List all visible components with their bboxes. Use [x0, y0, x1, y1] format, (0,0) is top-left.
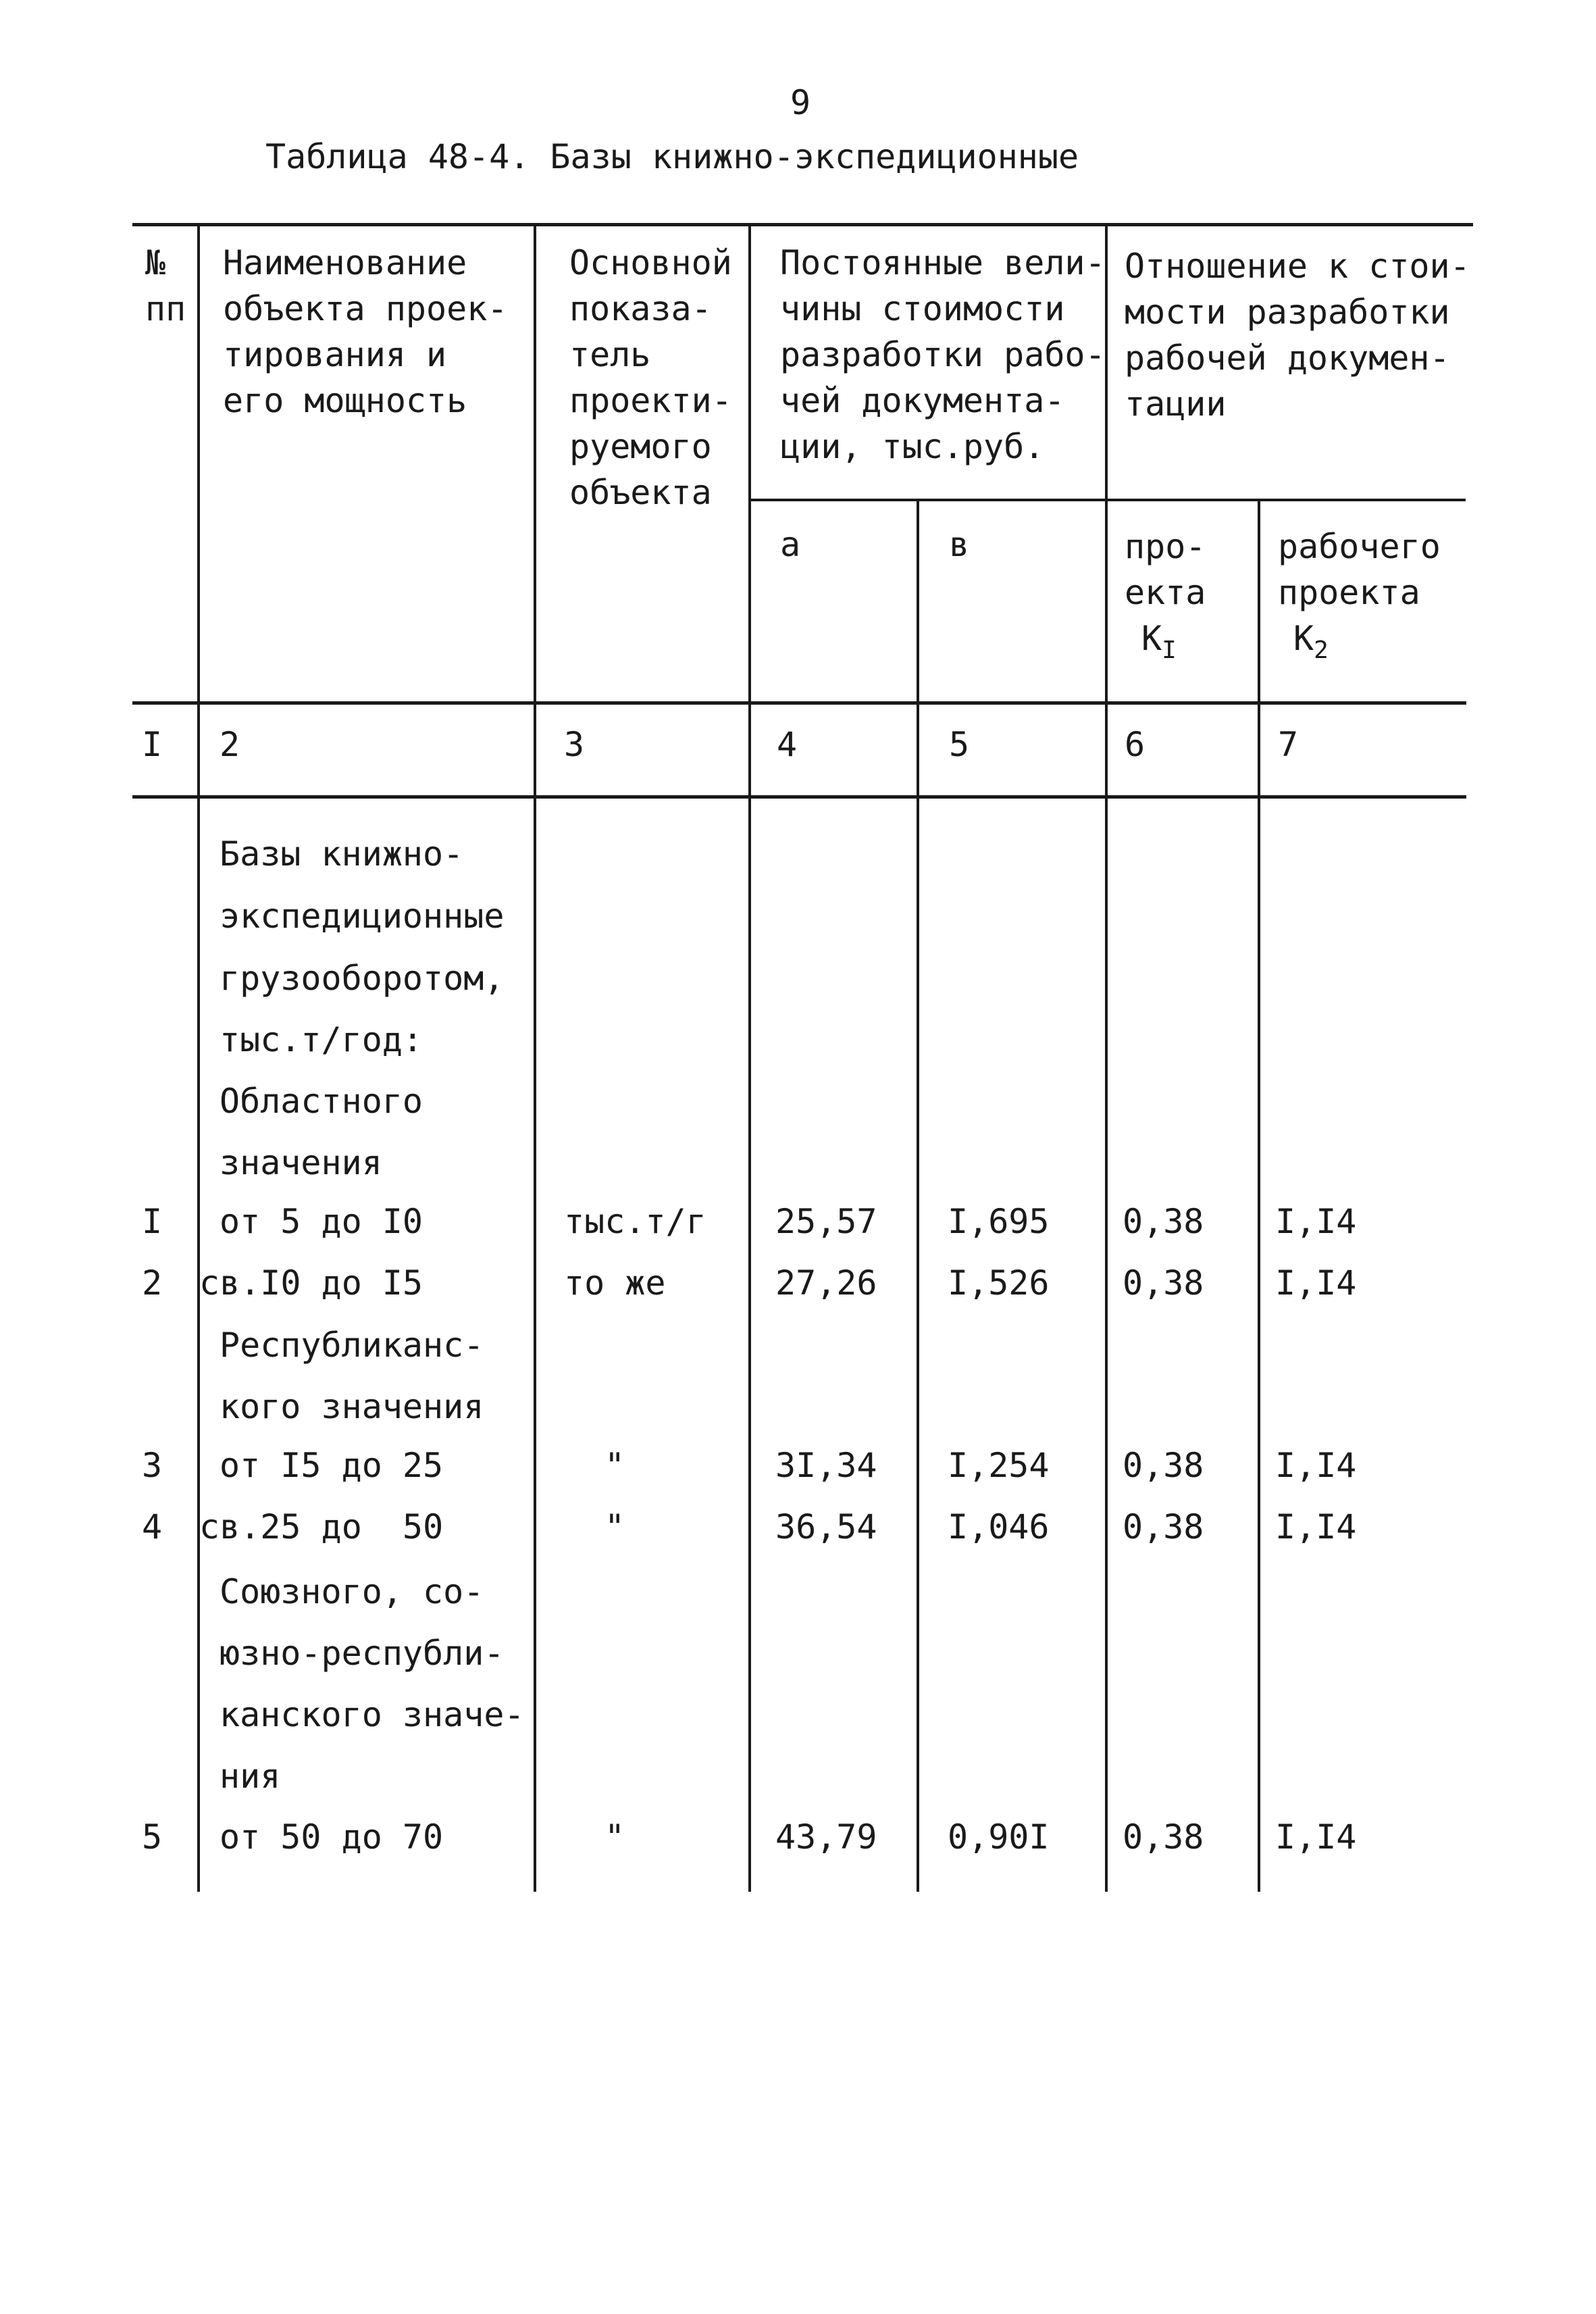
col-number: I: [142, 725, 163, 764]
row-unit: ": [604, 1817, 625, 1857]
header-num-line: пп: [145, 289, 186, 328]
group-title-line: ния: [220, 1757, 281, 1796]
header-constants-line: чей документа-: [780, 381, 1065, 420]
row-k1: 0,38: [1123, 1446, 1204, 1485]
subheader-k2-line: проекта: [1278, 573, 1420, 612]
header-indicator-line: Основной: [569, 243, 732, 282]
row-k2: I,I4: [1275, 1263, 1357, 1303]
row-num: 2: [142, 1263, 163, 1303]
row-num: I: [142, 1202, 163, 1241]
rule-header-bottom: [132, 701, 1466, 705]
subheader-k1-line: про-: [1125, 527, 1206, 566]
rule-top: [132, 223, 1473, 226]
row-unit: тыс.т/г: [564, 1202, 706, 1241]
header-constants-line: Постоянные вели-: [780, 243, 1106, 282]
header-constants-line: чины стоимости: [780, 289, 1065, 328]
header-name-line: Наименование: [223, 243, 467, 282]
col-number: 5: [949, 725, 970, 764]
group-title-line: Союзного, со-: [220, 1572, 484, 1611]
subheader-k2-symbol: [1293, 615, 1329, 674]
rule-colnums-bottom: [132, 795, 1466, 799]
table-title: Таблица 48-4. Базы книжно-экспедиционные: [265, 137, 1079, 176]
subheader-b: в: [949, 525, 970, 564]
row-name: св.25 до 50: [199, 1507, 444, 1546]
subheader-k2-line: рабочего: [1278, 527, 1441, 566]
group-title-line: кого значения: [220, 1387, 484, 1426]
row-k2: I,I4: [1275, 1202, 1357, 1241]
subheader-k1-line: екта: [1125, 573, 1206, 612]
vline-6: [1258, 499, 1260, 1892]
header-name-line: объекта проек-: [223, 289, 508, 328]
k1-symbol: K: [1141, 619, 1162, 658]
header-indicator-line: руемого: [569, 427, 712, 466]
header-indicator-line: объекта: [569, 473, 712, 512]
row-a: 3I,34: [775, 1446, 877, 1485]
group-title-line: Областного: [220, 1082, 423, 1121]
header-constants-line: ции, тыс.руб.: [780, 427, 1045, 466]
group-title-line: юзно-республи-: [220, 1634, 505, 1673]
row-k1: 0,38: [1123, 1263, 1204, 1303]
intro-line: экспедиционные: [220, 897, 505, 936]
row-name: св.I0 до I5: [199, 1263, 423, 1303]
row-unit: ": [604, 1446, 625, 1485]
subheader-a: а: [780, 525, 801, 564]
group-title-line: канского значе-: [220, 1695, 525, 1734]
row-a: 25,57: [775, 1202, 877, 1241]
vline-4: [917, 499, 919, 1892]
row-k1: 0,38: [1123, 1202, 1204, 1241]
intro-line: грузооборотом,: [220, 959, 505, 998]
row-name: от 5 до I0: [220, 1202, 423, 1241]
vline-2: [534, 223, 536, 1892]
header-name-line: тирования и: [223, 335, 447, 374]
intro-line: тыс.т/год:: [220, 1020, 423, 1059]
col-number: 6: [1125, 725, 1145, 764]
k2-subscript: 2: [1314, 636, 1329, 664]
group-title-line: Республиканс-: [220, 1326, 484, 1365]
header-indicator-line: тель: [569, 335, 651, 374]
row-a: 36,54: [775, 1507, 877, 1546]
col-number: 2: [220, 725, 240, 764]
header-ratio-line: Отношение к стои-: [1125, 247, 1470, 286]
row-b: I,695: [948, 1202, 1050, 1241]
row-b: I,254: [948, 1446, 1050, 1485]
header-ratio-line: тации: [1125, 384, 1227, 424]
row-name: от 50 до 70: [220, 1817, 444, 1857]
row-num: 3: [142, 1446, 163, 1485]
header-indicator-line: проекти-: [569, 381, 732, 420]
row-num: 5: [142, 1817, 163, 1857]
header-num-line: №: [145, 243, 166, 282]
header-ratio-line: рабочей докумен-: [1125, 338, 1450, 378]
row-a: 43,79: [775, 1817, 877, 1857]
header-indicator-line: показа-: [569, 289, 712, 328]
k1-subscript: I: [1162, 636, 1177, 664]
rule-header-split: [750, 499, 1466, 501]
row-k2: I,I4: [1275, 1446, 1357, 1485]
row-b: I,046: [948, 1507, 1050, 1546]
k2-symbol: K: [1293, 619, 1314, 658]
row-k1: 0,38: [1123, 1507, 1204, 1546]
vline-3: [748, 223, 751, 1892]
row-name: от I5 до 25: [220, 1446, 444, 1485]
header-constants-line: разработки рабо-: [780, 335, 1106, 374]
row-k2: I,I4: [1275, 1817, 1357, 1857]
vline-5: [1105, 223, 1108, 1892]
intro-line: Базы книжно-: [220, 834, 464, 874]
row-k1: 0,38: [1123, 1817, 1204, 1857]
subheader-k1-symbol: [1141, 615, 1177, 674]
col-number: 3: [564, 725, 585, 764]
row-k2: I,I4: [1275, 1507, 1357, 1546]
row-num: 4: [142, 1507, 163, 1546]
row-unit: ": [604, 1507, 625, 1546]
page-number: 9: [790, 83, 811, 122]
row-b: 0,90I: [948, 1817, 1050, 1857]
row-a: 27,26: [775, 1263, 877, 1303]
row-unit: то же: [564, 1263, 666, 1303]
row-b: I,526: [948, 1263, 1050, 1303]
header-name-line: его мощность: [223, 381, 467, 420]
col-number: 7: [1278, 725, 1299, 764]
header-ratio-line: мости разработки: [1125, 293, 1450, 332]
group-title-line: значения: [220, 1143, 382, 1182]
vline-1: [197, 223, 200, 1892]
col-number: 4: [777, 725, 798, 764]
